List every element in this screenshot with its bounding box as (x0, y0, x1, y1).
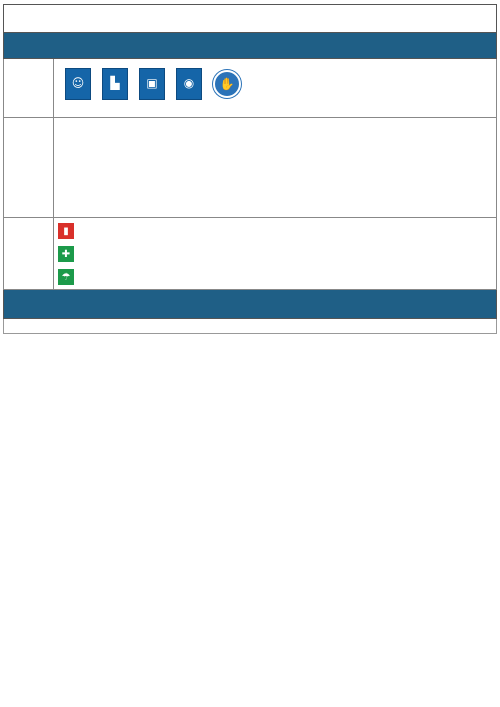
goggles-icon: ◉ (176, 68, 202, 100)
gloves-icon: ✋ (213, 70, 241, 98)
eyewash-icon: ☂ (58, 269, 74, 285)
emergency-section (3, 218, 497, 290)
face-mask-icon: ☺ (65, 68, 91, 100)
work-clothes-icon: ▣ (139, 68, 165, 100)
safety-boots-icon: ▙ (102, 68, 128, 100)
notes-section (3, 319, 497, 334)
first-aid-icon: ✚ (58, 246, 74, 262)
ppe-label (4, 59, 54, 117)
warning-label (4, 118, 54, 217)
header-bar (3, 32, 497, 59)
warning-row-1 (54, 118, 496, 126)
fire-extinguisher-icon: ▮ (58, 223, 74, 239)
table-header (3, 290, 497, 319)
warning-section (3, 118, 497, 218)
emergency-text (87, 226, 487, 235)
ppe-icons (54, 59, 496, 100)
page-title (3, 4, 497, 32)
emergency-label (4, 218, 54, 289)
ppe-section (3, 59, 497, 118)
warning-row-2 (54, 126, 496, 130)
manual-page (3, 4, 497, 334)
